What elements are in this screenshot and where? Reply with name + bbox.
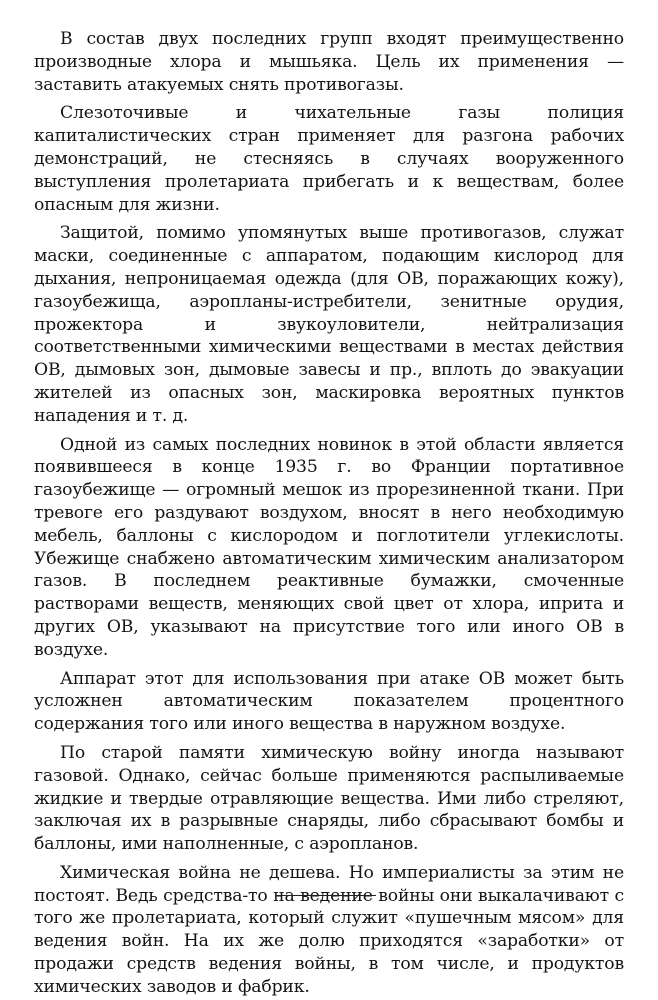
section-end-rule xyxy=(276,895,376,896)
paragraph-1: В состав двух последних групп входят преимущественно производные хлора и мышьяка. Цель их применения — заставить атакуемых снять противогазы. xyxy=(34,29,624,95)
paragraph-5: Аппарат этот для использования при атаке ОВ может быть усложнен автоматическим показателем процентного содержания того или иного вещества в наружном воздухе. xyxy=(34,668,624,735)
paragraph-7: Химическая война не дешева. Но империалисты за этим не постоят. Ведь средства-то на ведение войны они выкалачивают с того же пролетариата, который служит «пушечным мясом» для ведения войн. На их же долю приходятся «заработки» от продажи средств ведения войны, в том числе, и продуктов химических заводов и фабрик. xyxy=(34,862,624,997)
paragraph-3: Защитой, помимо упомянутых выше противогазов, служат маски, соединенные с аппаратом, подающим кислород для дыхания, непроницаемая одежда (для ОВ, поражающих кожу), газоубежища, аэропланы-истребители, зенитные орудия, прожектора и звукоуловители, нейтрализация соответственными химическими веществами в местах действия ОВ, дымовых зон, дымовые завесы и пр., вплоть до эвакуации жителей из опасных зон, маскировка вероятных пунктов нападения и т. д. xyxy=(34,223,624,426)
paragraph-6: По старой памяти химическую войну иногда называют газовой. Однако, сейчас больше применяются распыливаемые жидкие и твердые отравляющие вещества. Ими либо стреляют, заключая их в разрывные снаряды, либо сбрасывают бомбы и баллоны, ими наполненные, с аэропланов. xyxy=(34,742,624,855)
paragraph-4: Одной из самых последних новинок в этой области является появившееся в конце 1935 г. во Франции портативное газоубежище — огромный мешок из прорезиненной ткани. При тревоге его раздувают воздухом, вносят в него необходимую мебель, баллоны с кислородом и поглотители углекислоты. Убежище снабжено автоматическим химическим анализатором газов. В последнем реактивные бумажки, смоченные растворами веществ, меняющих свой цвет от хлора, иприта и других ОВ, указывают на присутствие того или иного ОВ в воздухе. xyxy=(34,434,624,660)
paragraph-2: Слезоточивые и чихательные газы полиция капиталистических стран применяет для разгона рабочих демонстраций, не стесняясь в случаях вооруженного выступления пролетариата прибегать и к веществам, более опасным для жизни. xyxy=(34,103,624,215)
page-body xyxy=(34,28,624,999)
